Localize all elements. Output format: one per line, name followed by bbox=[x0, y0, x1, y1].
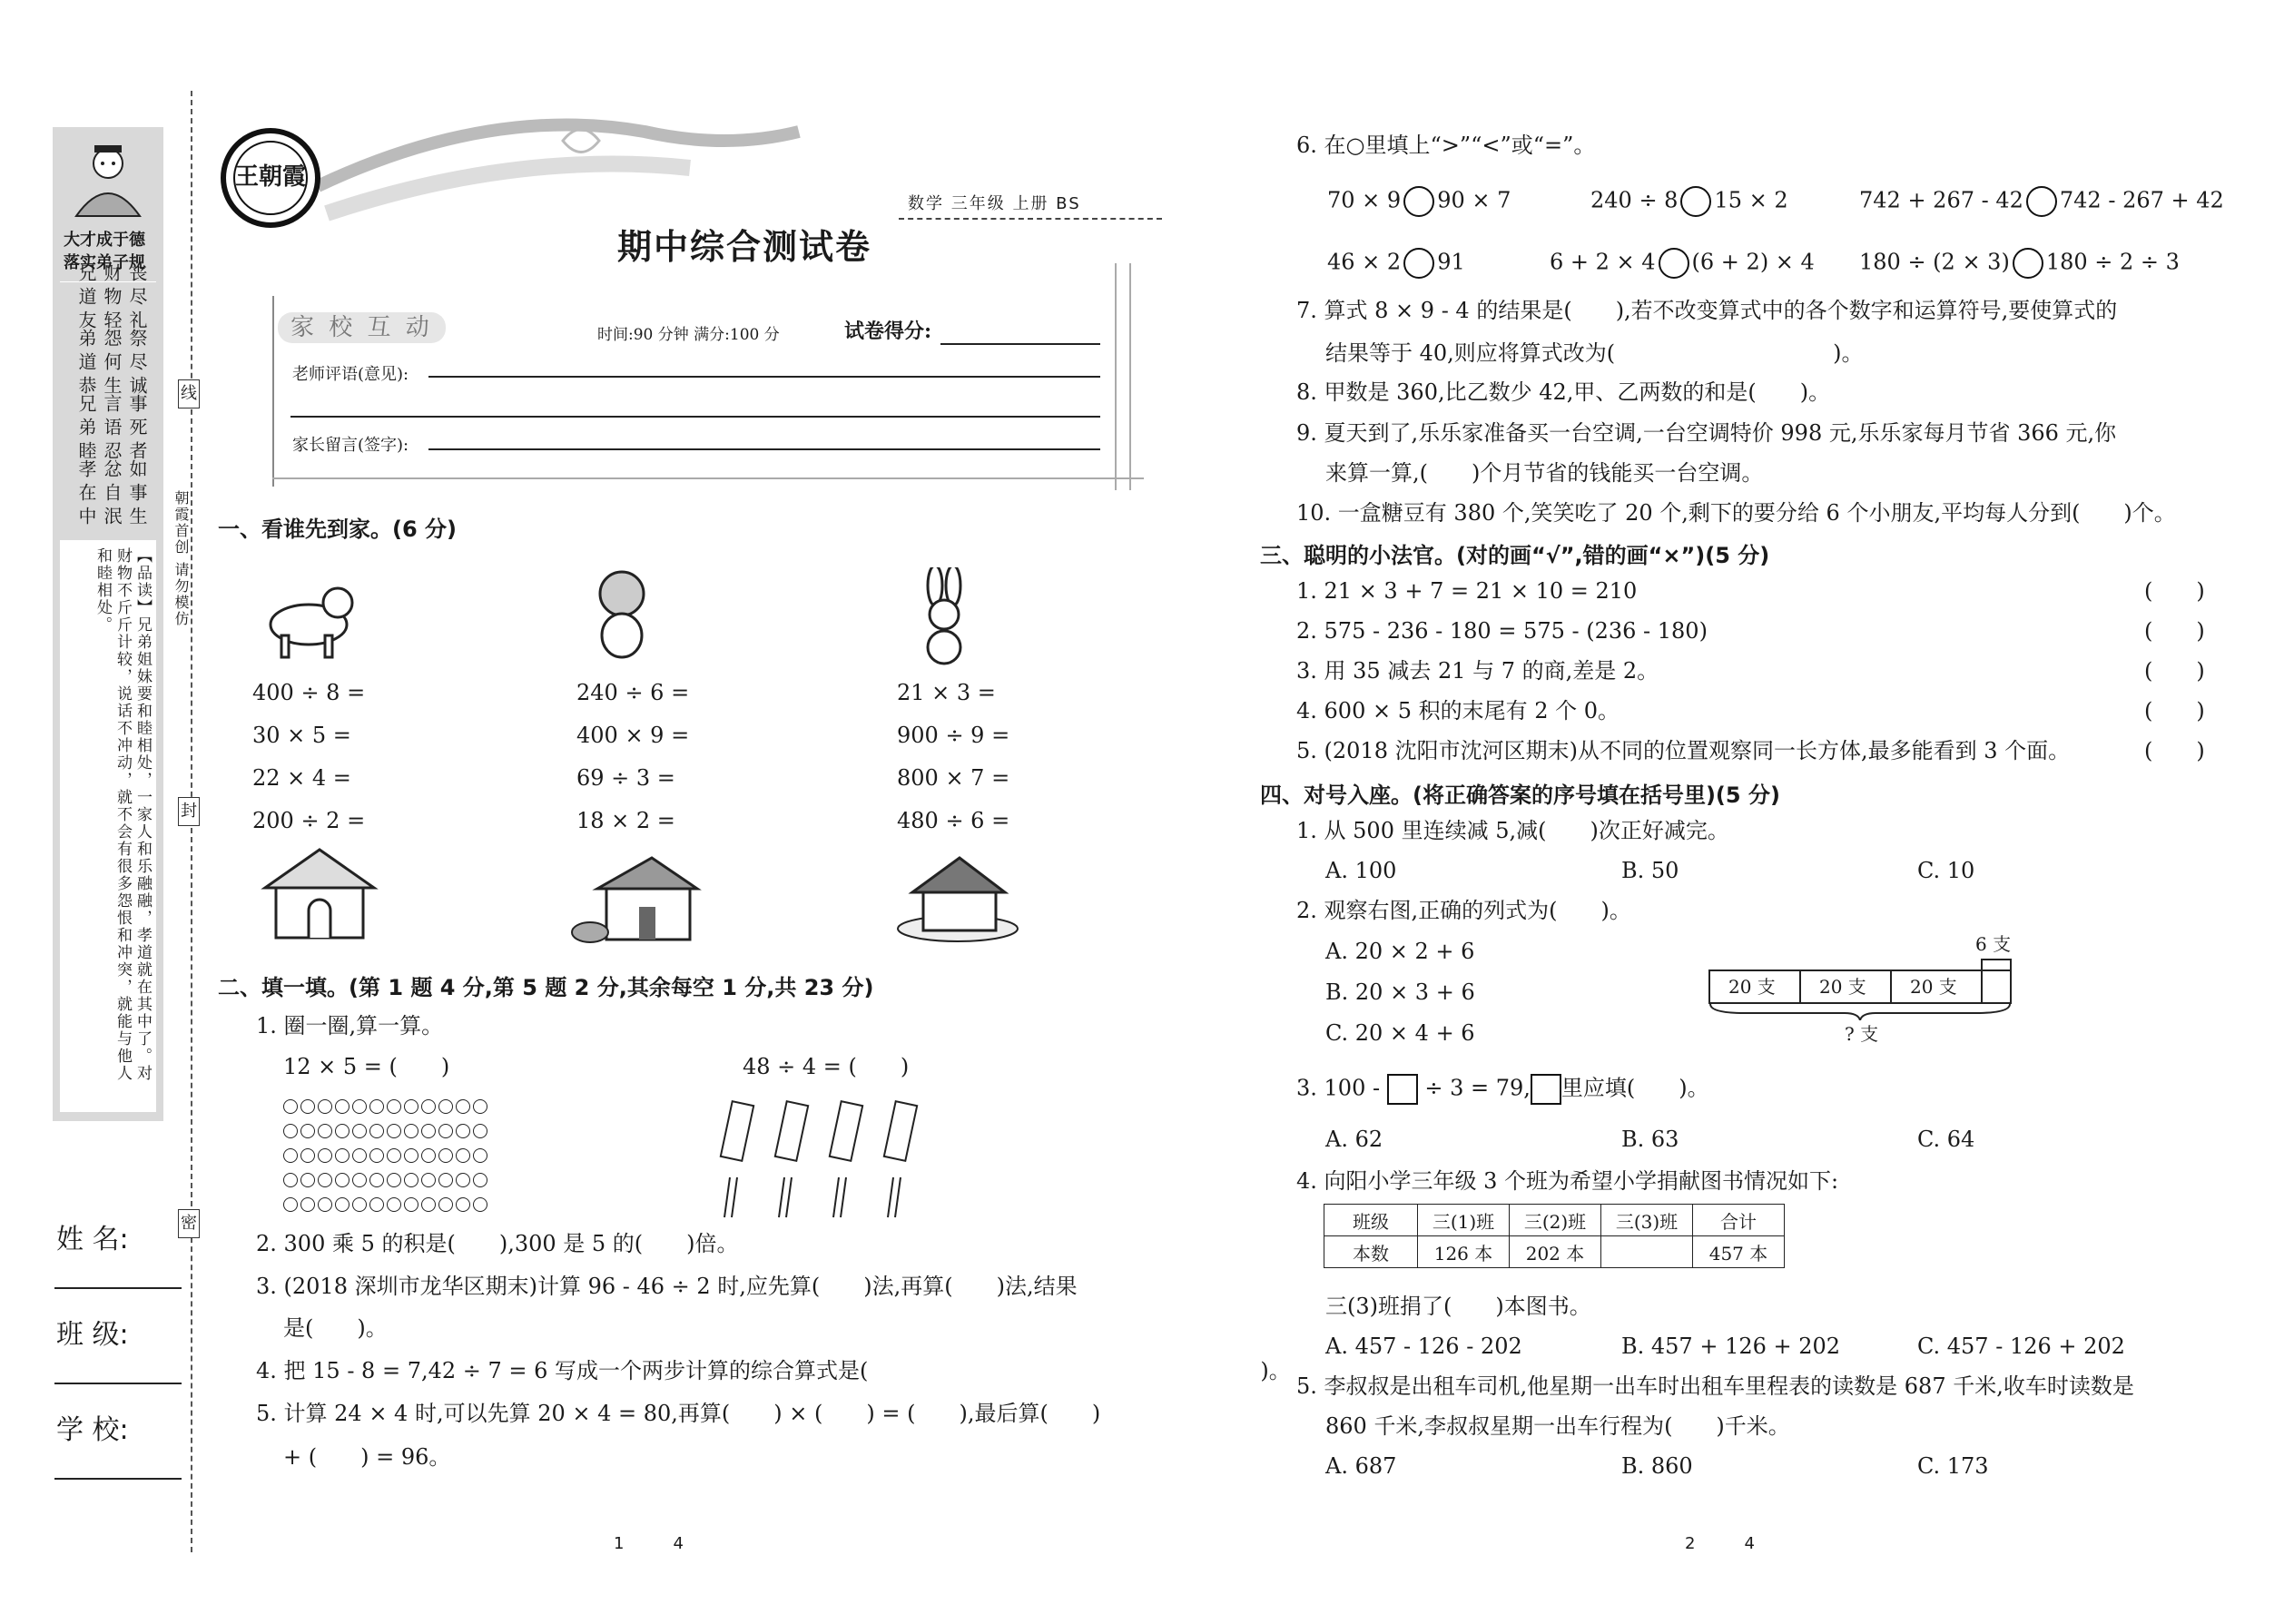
compare-row-2: 46 × 2 91 bbox=[1327, 248, 1465, 279]
compare-circle-3[interactable] bbox=[2026, 186, 2057, 217]
choice-q3-b[interactable]: B. 63 bbox=[1621, 1127, 1679, 1152]
page-number-right: 2 4 bbox=[1685, 1534, 1755, 1553]
bar-seg-1: 20 支 bbox=[1728, 976, 1776, 998]
house-icon-1 bbox=[256, 842, 383, 942]
class-label: 班 级: bbox=[56, 1319, 129, 1351]
judge-2: 2. 575 - 236 - 180 = 575 - (236 - 180) bbox=[1296, 618, 1708, 644]
poem-line-6: 怨何生 bbox=[101, 329, 123, 399]
teacher-comment-line-2[interactable] bbox=[290, 416, 1100, 418]
books-table bbox=[1324, 1204, 1785, 1268]
arith-3-3: 800 × 7 = bbox=[897, 765, 1010, 791]
judge-3: 3. 用 35 减去 21 与 7 的商,差是 2。 bbox=[1296, 658, 1659, 684]
choice-q3: 3. 100 - ÷ 3 = 79, 里应填( )。 bbox=[1296, 1074, 1709, 1105]
section-4-title: 四、对号入座。(将正确答案的序号填在括号里)(5 分) bbox=[1260, 782, 1780, 808]
choice-q5-b[interactable]: B. 860 bbox=[1621, 1453, 1693, 1479]
choice-q1-a[interactable]: A. 100 bbox=[1325, 858, 1397, 883]
bar-seg-3: 20 支 bbox=[1910, 976, 1957, 998]
choice-q1-b[interactable]: B. 50 bbox=[1621, 858, 1679, 883]
logo-text: 王朝霞 bbox=[234, 163, 306, 191]
cut-mark-2: 封 bbox=[178, 797, 200, 826]
judge-answer-5[interactable]: ( ) bbox=[2144, 738, 2205, 763]
arith-3-1: 21 × 3 = bbox=[897, 680, 996, 705]
fill-q1b: 48 ÷ 4 = ( ) bbox=[743, 1054, 910, 1079]
house-icon-3 bbox=[894, 849, 1021, 944]
table-row: 本数 126 本 202 本 457 本 bbox=[1324, 1236, 1785, 1268]
judge-answer-2[interactable]: ( ) bbox=[2144, 618, 2205, 644]
parent-message-line[interactable] bbox=[428, 448, 1100, 450]
fill-q9-line2: 来算一算,( )个月节省的钱能买一台空调。 bbox=[1325, 460, 1764, 486]
arith-3-4: 480 ÷ 6 = bbox=[897, 808, 1010, 833]
home-school-tag: 家 校 互 动 bbox=[278, 312, 446, 343]
compare-row-1b: 240 ÷ 8 15 × 2 bbox=[1590, 186, 1788, 217]
fill-q10: 10. 一盒糖豆有 380 个,笑笑吃了 20 个,剩下的要分给 6 个小朋友,平均每人分到( )个。 bbox=[1296, 500, 2176, 526]
fill-q9-line1: 9. 夏天到了,乐乐家准备买一台空调,一台空调特价 998 元,乐乐家每月节省 366 元,你 bbox=[1296, 420, 2117, 446]
poem-line-10: 弟道恭 bbox=[75, 329, 97, 399]
cut-mark-1: 线 bbox=[178, 379, 200, 408]
scholar-figure-icon bbox=[67, 134, 149, 225]
choice-q2: 2. 观察右图,正确的列式为( )。 bbox=[1296, 898, 1631, 923]
sidebar-panel bbox=[53, 127, 163, 1121]
poem-line-9: 兄道友 bbox=[75, 263, 97, 334]
bar-seg-2: 20 支 bbox=[1819, 976, 1866, 998]
choice-q5-c[interactable]: C. 173 bbox=[1917, 1453, 1989, 1479]
arith-2-1: 240 ÷ 6 = bbox=[576, 680, 690, 705]
stick-bundles-icon bbox=[717, 1094, 953, 1221]
choice-q4-c[interactable]: C. 457 - 126 + 202 bbox=[1917, 1334, 2125, 1359]
judge-1: 1. 21 × 3 + 7 = 21 × 10 = 210 bbox=[1296, 578, 1638, 604]
subject-info: 数学 三年级 上册 BS bbox=[908, 194, 1081, 213]
judge-answer-3[interactable]: ( ) bbox=[2144, 658, 2205, 684]
fill-q1a: 12 × 5 = ( ) bbox=[283, 1054, 450, 1079]
compare-row-1: 70 × 9 90 × 7 bbox=[1327, 186, 1511, 217]
choice-q2-a[interactable]: A. 20 × 2 + 6 bbox=[1325, 939, 1475, 964]
choice-q4-b[interactable]: B. 457 + 126 + 202 bbox=[1621, 1334, 1841, 1359]
school-field[interactable] bbox=[54, 1478, 182, 1480]
score-label: 试卷得分: bbox=[844, 320, 932, 343]
poem-line-11: 兄弟睦 bbox=[75, 394, 97, 465]
choice-q2-c[interactable]: C. 20 × 4 + 6 bbox=[1325, 1020, 1475, 1046]
choice-q4-a[interactable]: A. 457 - 126 - 202 bbox=[1325, 1334, 1522, 1359]
fill-q1: 1. 圈一圈,算一算。 bbox=[256, 1013, 444, 1038]
copyright-note: 朝霞首创 请勿模仿 bbox=[172, 490, 190, 628]
time-score-info: 时间:90 分钟 满分:100 分 bbox=[597, 326, 780, 344]
compare-circle-5[interactable] bbox=[1659, 248, 1689, 279]
page-number-left: 1 4 bbox=[614, 1534, 684, 1553]
compare-row-2c: 180 ÷ (2 × 3) 180 ÷ 2 ÷ 3 bbox=[1859, 248, 2180, 279]
diagram-total-label: ? 支 bbox=[1845, 1023, 1879, 1045]
choice-q5-line1: 5. 李叔叔是出租车司机,他星期一出车时出租车里程表的读数是 687 千米,收车时读数是 bbox=[1296, 1373, 2134, 1399]
class-field[interactable] bbox=[54, 1383, 182, 1384]
judge-4: 4. 600 × 5 积的末尾有 2 个 0。 bbox=[1296, 698, 1620, 723]
compare-circle-4[interactable] bbox=[1403, 248, 1434, 279]
poem-line-12: 孝在中 bbox=[75, 459, 97, 530]
compare-row-2b: 6 + 2 × 4 (6 + 2) × 4 bbox=[1550, 248, 1815, 279]
arith-1-4: 200 ÷ 2 = bbox=[252, 808, 366, 833]
poem-line-7: 言语忍 bbox=[101, 394, 123, 465]
parent-message-label: 家长留言(签字): bbox=[292, 436, 409, 455]
poem-line-8: 忿自泯 bbox=[101, 459, 123, 530]
choice-q5-line2: 860 千米,李叔叔星期一出车行程为( )千米。 bbox=[1325, 1413, 1790, 1439]
choice-q1-c[interactable]: C. 10 bbox=[1917, 858, 1975, 883]
poem-line-5: 财物轻 bbox=[101, 263, 123, 334]
arith-3-2: 900 ÷ 9 = bbox=[897, 723, 1010, 748]
teacher-comment-line[interactable] bbox=[428, 376, 1100, 378]
arith-2-3: 69 ÷ 3 = bbox=[576, 765, 675, 791]
monkey-icon bbox=[572, 563, 672, 661]
compare-circle-6[interactable] bbox=[2013, 248, 2043, 279]
compare-circle-1[interactable] bbox=[1403, 186, 1434, 217]
choice-q1: 1. 从 500 里连续减 5,减( )次正好减完。 bbox=[1296, 818, 1729, 843]
name-label: 姓 名: bbox=[56, 1224, 129, 1255]
rabbit-icon bbox=[903, 567, 985, 665]
choice-q5-a[interactable]: A. 687 bbox=[1325, 1453, 1397, 1479]
compare-q6: 6. 在○里填上“>”“<”或“=”。 bbox=[1296, 133, 1596, 158]
arith-2-4: 18 × 2 = bbox=[576, 808, 675, 833]
blank-square-1[interactable] bbox=[1387, 1074, 1418, 1105]
compare-circle-2[interactable] bbox=[1680, 186, 1711, 217]
judge-5: 5. (2018 沈阳市沈河区期末)从不同的位置观察同一长方体,最多能看到 3 个面。 bbox=[1296, 738, 2071, 763]
poem-line-1: 丧尽礼 bbox=[126, 263, 148, 334]
fill-q5-line2: + ( ) = 96。 bbox=[283, 1444, 451, 1470]
choice-q4: 4. 向阳小学三年级 3 个班为希望小学捐献图书情况如下: bbox=[1296, 1168, 1839, 1194]
exam-title: 期中综合测试卷 bbox=[617, 226, 872, 267]
fill-q2: 2. 300 乘 5 的积是( ),300 是 5 的( )倍。 bbox=[256, 1231, 739, 1256]
school-label: 学 校: bbox=[56, 1414, 129, 1446]
choice-q3-c[interactable]: C. 64 bbox=[1917, 1127, 1975, 1152]
fill-q5-line1: 5. 计算 24 × 4 时,可以先算 20 × 4 = 80,再算( ) × ( ) = ( ),最后算( ) bbox=[256, 1401, 1101, 1426]
house-icon-2 bbox=[570, 849, 706, 944]
fill-q8: 8. 甲数是 360,比乙数少 42,甲、乙两数的和是( )。 bbox=[1296, 379, 1831, 405]
poem-line-2: 祭尽诚 bbox=[126, 329, 148, 399]
reading-text: 【品读】兄弟姐妹要和睦相处，一家人和乐融融，孝道就在其中了。对财物不斤斤计较，说话不冲动，就不会有很多怨恨和冲突，就能与他人和睦相处。 bbox=[94, 547, 152, 1082]
circle-dots-grid bbox=[283, 1097, 490, 1219]
fill-q3-line1: 3. (2018 深圳市龙华区期末)计算 96 - 46 ÷ 2 时,应先算( )法,再算( )法,结果 bbox=[256, 1274, 1078, 1299]
fill-q7-line1: 7. 算式 8 × 9 - 4 的结果是( ),若不改变算式中的各个数字和运算符号,要使算式的 bbox=[1296, 298, 2118, 323]
table-header-row: 班级 三(1)班 三(2)班 三(3)班 合计 bbox=[1324, 1205, 1785, 1236]
fill-q7-line2: 结果等于 40,则应将算式改为( )。 bbox=[1325, 340, 1864, 366]
poem-line-4: 如事生 bbox=[126, 459, 148, 530]
section-2-title: 二、填一填。(第 1 题 4 分,第 5 题 2 分,其余每空 1 分,共 23 分) bbox=[218, 975, 874, 1000]
arith-2-2: 400 × 9 = bbox=[576, 723, 690, 748]
choice-q3-a[interactable]: A. 62 bbox=[1325, 1127, 1383, 1152]
name-field[interactable] bbox=[54, 1287, 182, 1289]
dog-icon bbox=[254, 570, 363, 661]
arith-1-2: 30 × 5 = bbox=[252, 723, 351, 748]
arith-1-3: 22 × 4 = bbox=[252, 765, 351, 791]
score-field[interactable] bbox=[940, 343, 1100, 345]
section-1-title: 一、看谁先到家。(6 分) bbox=[218, 517, 457, 542]
diagram-top-label: 6 支 bbox=[1975, 933, 2012, 955]
fill-q4: 4. 把 15 - 8 = 7,42 ÷ 7 = 6 写成一个两步计算的综合算式是( )。 bbox=[256, 1358, 1291, 1383]
cut-mark-3: 密 bbox=[178, 1209, 200, 1238]
choice-q4-question: 三(3)班捐了( )本图书。 bbox=[1325, 1294, 1591, 1319]
teacher-comment-label: 老师评语(意见): bbox=[292, 365, 409, 384]
slogan-2: 落实弟子规 bbox=[64, 253, 145, 272]
arith-1-1: 400 ÷ 8 = bbox=[252, 680, 366, 705]
slogan-1: 大才成于德 bbox=[64, 231, 145, 250]
poem-line-3: 事死者 bbox=[126, 394, 148, 465]
judge-answer-4[interactable]: ( ) bbox=[2144, 698, 2205, 723]
total-brace-icon bbox=[1708, 1002, 2012, 1020]
blank-square-2[interactable] bbox=[1531, 1074, 1561, 1105]
reading-box bbox=[60, 540, 156, 1112]
choice-q2-b[interactable]: B. 20 × 3 + 6 bbox=[1325, 979, 1475, 1005]
compare-row-1c: 742 + 267 - 42 742 - 267 + 42 bbox=[1859, 186, 2224, 217]
section-3-title: 三、聪明的小法官。(对的画“√”,错的画“×”)(5 分) bbox=[1260, 543, 1770, 568]
judge-answer-1[interactable]: ( ) bbox=[2144, 578, 2205, 604]
fill-q3-line2: 是( )。 bbox=[283, 1315, 388, 1341]
